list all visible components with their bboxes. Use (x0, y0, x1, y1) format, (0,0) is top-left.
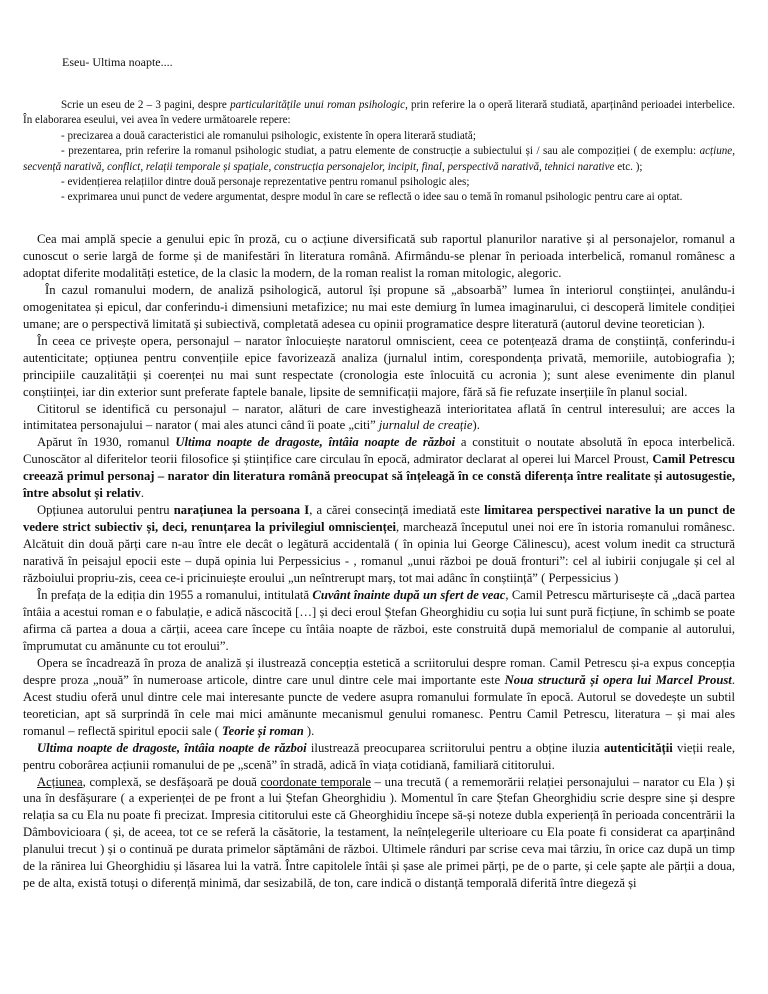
paragraph-text: ). (303, 723, 315, 738)
paragraph-text: Cititorul se identifică cu personajul – narator, alături de care investighează interioritatea aflată în centrul interesului; are acces la intimitatea personajului – narator ( mai ales atunci când îi poate „citi” (23, 401, 735, 433)
emphasis-text: jurnalul de creație (378, 418, 473, 433)
underlined-text: coordonate temporale (260, 774, 371, 789)
preface-title: Cuvânt înainte după un sfert de veac (312, 588, 506, 603)
task-text: - prezentarea, prin referire la romanul psihologic studiat, a patru elemente de construcție a subiectului și / sau ale compoziției ( de exemplu: (61, 145, 700, 158)
paragraph-text: ilustrează preocuparea scriitorului pentru a obține iluzia (306, 740, 604, 755)
novel-title: Ultima noapte de dragoste, întâia noapte de război (175, 435, 456, 450)
paragraph-text: , marchează începutul unei noi ere în istoria romanului românesc. Alcătuit din două părți care n-au între ele decât o legătură accidentală ( în opinia lui George Călinescu), acest volum inedit ca structură narativă în peisajul epocii este – după opinia lui Perpessicius - , romanul „unui război pe două fronturi”: cel al iubirii conjugale și cel al războiului propriu-zis, ceea ce-i pricinuiește eroului „un neîntrerupt marș, tot mai adânc în conștiință” ( Perpessicius ) (23, 520, 735, 586)
paragraph-text: vieții reale, pentru coborârea acțiunii romanului de pe „scenă” în stradă, adică în viața cotidiană, familiară cititorului. (23, 740, 735, 772)
task-requirement-4: - exprimarea unui punct de vedere argumentat, despre modul în care se reflectă o idee sau o temă în romanul psihologic pentru care ai optat. (61, 191, 683, 204)
bold-text: Camil Petrescu creează primul personaj – narator din literatura română preocupat să înțeleagă în ce constă diferența între realitate și autosugestie, între absolut și relativ (23, 452, 735, 501)
bold-text: narațiunea la persoana I (173, 503, 310, 518)
paragraph-text: Opțiunea autorului pentru (37, 503, 174, 518)
paragraph-text: a constituit o noutate absolută în epoca interbelică. Cunoscător al diferitelor teorii filosofice și științifice care circulau în epocă, admirator declarat al operei lui Marcel Proust, (23, 435, 735, 467)
paragraph-text: Apărut în 1930, romanul (37, 435, 176, 450)
essay-task (23, 98, 735, 206)
paragraph-text: ). (472, 418, 480, 433)
task-requirement-2 (23, 144, 735, 175)
novel-title: Ultima noapte de dragoste, întâia noapte de război (37, 740, 307, 755)
paragraph-text: . (140, 486, 145, 501)
paragraph-text: În prefața de la ediția din 1955 a romanului, intitulată (37, 588, 313, 603)
task-statement (23, 98, 735, 129)
essay-paragraph (23, 655, 735, 740)
paragraph-text: , complexă, se desfășoară pe două (82, 774, 261, 789)
essay-body (23, 231, 735, 892)
essay-paragraph (23, 401, 735, 435)
essay-paragraph: În cazul romanului modern, de analiză psihologică, autorul își propune să „absoarbă” lumea în interiorul conștiinței, anulându-i omogenitatea și epicul, dar conferindu-i dimensiuni metafizice; nu mai este demiurg în lumea imaginarului, ci descoperă limitele condiției umane; are o perspectivă limitată și subiectivă, completată adesea cu opinii programatice despre literatură (autorul devine teoretician ). (23, 282, 735, 331)
essay-paragraph (23, 774, 735, 893)
essay-paragraph (23, 740, 735, 774)
essay-paragraph (23, 502, 735, 587)
task-text: Scrie un eseu de 2 – 3 pagini, despre (61, 99, 231, 111)
paragraph-text: . Acest studiu oferă unul dintre cele mai interesante puncte de vedere asupra romanului formulate în epocă. Autorul se dovedește un subtil teoretician, apt să surprindă în cele mai mici amănunte mecanismul genului romanesc. Pentru Camil Petrescu, literatura – și mai ales romanul – reflectă spiritul epocii sale ( (23, 672, 735, 738)
study-title: Noua structură și opera lui Marcel Proust (504, 672, 732, 687)
document-title: Eseu- Ultima noapte.... (62, 55, 173, 69)
paragraph-text: , a cărei consecință imediată este (309, 503, 485, 518)
essay-paragraph (23, 587, 735, 655)
essay-paragraph: Cea mai amplă specie a genului epic în proză, cu o acțiune diversificată sub raportul planurilor narative și al personajelor, romanul a cunoscut o serie largă de forme și de manifestări în literatura română. Afirmându-se plenar în perioada interbelică, romanul românesc a adoptat diferite modalități estetice, de la clasic la modern, de la roman realist la roman mitologic, alegoric. (23, 232, 735, 280)
task-requirement-3: - evidențierea relațiilor dintre două personaje reprezentative pentru romanul psihologic ales; (61, 176, 470, 189)
paragraph-text: , Camil Petrescu mărturisește că „dacă partea întâia a acestui roman e o fabulație, e adică născocită […] și deci eroul Ștefan Gheorghidiu cu soția lui sunt pură ficțiune, în schimb se poate afirma că partea a doua a cărții, aceea care începe cu întâia noapte de război, este construită după memorialul de companie al autorului, împrumutat cu amănunte cu tot eroului”. (23, 588, 735, 653)
task-requirement-1: - precizarea a două caracteristici ale romanului psihologic, existente în opera literară studiată; (61, 129, 476, 142)
task-examples: acțiune, secvență narativă, conflict, relații temporale și spațiale, construcția personajelor, incipit, final, perspectivă narativă, tehnici narative (23, 145, 735, 173)
bold-text: autenticității (603, 740, 673, 755)
paragraph-text: – una trecută ( a rememorării relației personajului – narator cu Ela ) și una în desfășurare ( a experienței de pe front a lui Ștefan Gheorghidiu ). Momentul în care Ștefan Gheorghidiu scrie despre sine și despre relația sa cu Ela nu poate fi precizat. Impresia cititorului este că Gheorghidiu începe să-și noteze dubla experiență în perioada concentrării la Dâmbovicioara ( și, de aceea, tot ce se referă la căsătorie, la testament, la neînțelegerile ulterioare cu Ela poate fi considerat ca aparținând planului trecut ) și o continuă pe durata primelor săptămâni de război. Ultimele rânduri par scrise ceva mai târziu, în orice caz după un timp de la rănirea lui Gheorghidiu și lăsarea lui la vatră. Între capitolele întâi și șase ale primei părți, pe de o parte, și cele șapte ale părții a doua, pe de alta, există totuși o diferență minimă, dar sesizabilă, de ton, care indică o distanță temporală diferită între diegeză și (23, 774, 735, 891)
task-text: etc. ); (614, 160, 643, 173)
task-topic: particularitățile unui roman psihologic (230, 99, 406, 111)
essay-paragraph: În ceea ce privește opera, personajul – narator înlocuiește naratorul omniscient, ceea ce potențează drama de conștiință, conferindu-i autenticitate; opțiunea pentru convențiile epice favorizează analiza (jurnalul intim, corespondența privată, memoriile, autobiografia ); principiile cauzalității și coerenței nu mai sunt respectate (cronologia este înlocuită cu acronia ); sunt alese evenimente din planul conștiinței, iar din exterior sunt preferate faptele banale, lipsite de semnificații majore, fără să fie refuzate inserțiile în planul social. (23, 333, 735, 399)
paragraph-text: Opera se încadrează în proza de analiză și ilustrează concepția estetică a scriitorului despre roman. Camil Petrescu și-a expus concepția despre proza „nouă” în numeroase articole, dintre care unul dintre cele mai importante este (23, 655, 735, 687)
bold-text: limitarea perspectivei narative la un punct de vedere strict subiectiv și, deci, renunțarea la privilegiul omniscienței (23, 503, 735, 535)
underlined-text: Acțiunea (37, 774, 83, 789)
work-title: Teorie și roman (222, 723, 304, 738)
essay-paragraph (23, 434, 735, 502)
task-text: , prin referire la o operă literară studiată, aparținând perioadei interbelice. În elaborarea eseului, vei avea în vedere următoarele repere: (23, 99, 735, 127)
